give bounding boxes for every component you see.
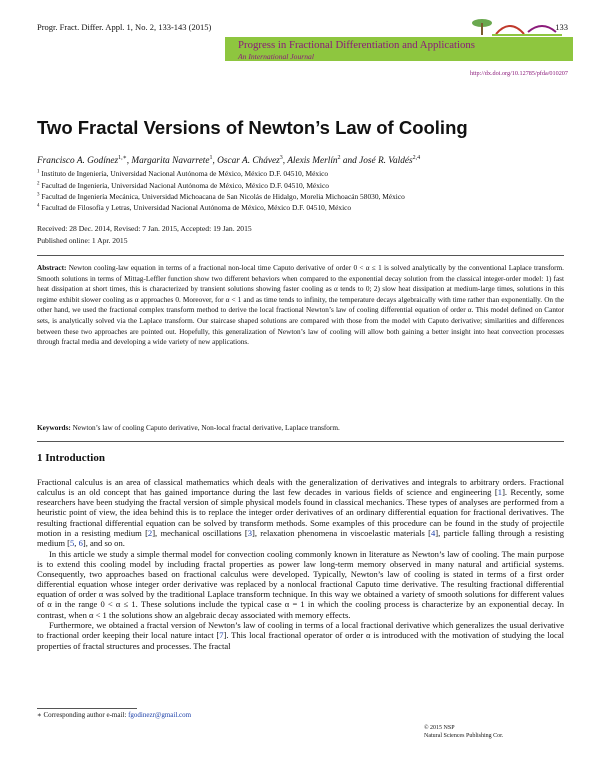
author-name: Francisco A. Godínez bbox=[37, 156, 119, 167]
author-list bbox=[37, 154, 420, 166]
affiliation-number: 1 bbox=[37, 169, 40, 175]
affiliation-text: Facultad de Filosofía y Letras, Universidad Nacional Autónoma de México, México D.F. 04510, México bbox=[41, 203, 352, 212]
author-separator: , bbox=[282, 156, 288, 167]
email-link[interactable]: fgodinezr@gmail.com bbox=[128, 711, 192, 719]
keywords-label: Keywords: bbox=[37, 424, 71, 432]
affiliation-number: 2 bbox=[37, 181, 40, 187]
text-run: ]. Recently, some researchers have been studying the fractal version of simple physical models found in classical mechanics. These types of analyses are performed from a heuristic point of view, the idea behind this is to replace the integer order derivatives of an ordinary differential equation for fractional derivatives. The resulting fractional differential equation can be solved by transform methods. Some examples of this procedure can be found in the study of projectile motion in a resisting medium [ bbox=[37, 487, 564, 538]
corresponding-author-footnote bbox=[37, 711, 191, 719]
abstract-text: Newton cooling-law equation in terms of a fractional non-local time Caputo derivative of order 0 < α ≤ 1 is solved analytically by the conventional Laplace transform. Smooth solutions in terms of Mittag-Leffler function show two different behaviors when compared to the exponential decay solution from the classical integer-order model: 1) fast heat dissipation at short times, this is characterized by transient solutions showing faster cooling as α tends to 0; 2) slow heat dissipation at medium-large times, solutions in this regime exhibit slower cooling as α approaches 0. Moreover, for α < 1 and as time tends to infinity, the temperature decays algebraically with time rather than exponentially. On the other hand, we used the fractional complex transform method to derive the local fractional Newton’s law of cooling differential equation of order α. This model defined on Cantor sets, is analytically solved via the Laplace transform. Our staircase shaped solutions are compared with those from the model with Caputo derivative; similarities and differences between these two approaches are pointed out. Hopefully, this generalization of Newton’s law of cooling will allow both gaining a better insight into heat convection processes through fractal media and developing a wide variety of new applications. bbox=[37, 264, 564, 347]
affiliation bbox=[37, 192, 405, 201]
text-run: Fractional calculus is an area of classical mathematics which deals with the generalization of derivatives and integrals to arbitrary orders. Fractional calculus is an old concept that has gained importance during the last few decades in various fields of science and engineering [ bbox=[37, 477, 564, 498]
author-conjunction: and bbox=[340, 156, 360, 167]
divider bbox=[37, 441, 564, 442]
affiliation-text: Facultad de Ingeniería Mecánica, Universidad Michoacana de San Nicolás de Hidalgo, Morelia Michoacán 58030, México bbox=[41, 192, 405, 201]
page-number: 133 bbox=[555, 22, 568, 32]
tree-icon bbox=[472, 19, 492, 35]
body-text bbox=[37, 477, 564, 651]
affiliation bbox=[37, 203, 351, 212]
affiliation bbox=[37, 169, 328, 178]
footnote-rule bbox=[37, 708, 137, 709]
author-name: Oscar A. Chávez bbox=[217, 156, 280, 167]
affiliation-number: 3 bbox=[37, 192, 40, 198]
text-run: , bbox=[74, 537, 79, 548]
author-separator: , bbox=[126, 156, 132, 167]
text-run: ], particle falling through a resisting medium [ bbox=[37, 527, 564, 548]
paragraph bbox=[37, 620, 564, 650]
author-affiliation-mark: 1,∗ bbox=[118, 155, 127, 161]
citation-link[interactable]: 2 bbox=[147, 527, 153, 538]
author-affiliation-mark: 2 bbox=[337, 155, 341, 161]
text-run: Furthermore, we obtained a fractal version of Newton’s law of cooling in terms of a local fractional derivative which generalizes the usual derivative to fractional order keeping their local nature intact [ bbox=[37, 620, 564, 641]
author-affiliation-mark: 3 bbox=[279, 155, 283, 161]
author-name: José R. Valdés bbox=[359, 156, 413, 167]
published-date: Published online: 1 Apr. 2015 bbox=[37, 236, 128, 245]
citation-link[interactable]: 6 bbox=[78, 537, 83, 548]
divider bbox=[37, 255, 564, 256]
section-heading: 1 Introduction bbox=[37, 452, 105, 464]
author-separator: , bbox=[212, 156, 218, 167]
copyright bbox=[424, 724, 503, 740]
author-name: Alexis Merlín bbox=[287, 156, 338, 167]
keywords bbox=[37, 424, 340, 432]
affiliation-text: Instituto de Ingeniería, Universidad Nacional Autónoma de México, México D.F. 04510, México bbox=[41, 169, 329, 178]
affiliation bbox=[37, 181, 329, 190]
author-affiliation-mark: 2,4 bbox=[412, 155, 421, 161]
text-run: ], mechanical oscillations [ bbox=[152, 527, 248, 538]
affiliation-number: 4 bbox=[37, 203, 40, 209]
received-dates: Received: 28 Dec. 2014, Revised: 7 Jan. 2015, Accepted: 19 Jan. 2015 bbox=[37, 224, 252, 233]
journal-name: Progress in Fractional Differentiation and Applications bbox=[238, 39, 475, 51]
paragraph: In this article we study a simple thermal model for convection cooling commonly known in literature as Newton’s law of cooling. The main purpose is to extend this cooling model by including fractal properties as power law long-term memory observed in many natural and artificial systems. Consequently, two approaches based on fractional calculus were developed. Typically, Newton’s law of cooling is stated in terms of a first order differential equation whose integer order derivative was replaced by a nonlocal fractional Caputo time derivative. The resulting fractional differential equation of order α was solved by the traditional Laplace transform technique. In this way we obtained a variety of smooth solutions for different values of α in the range 0 < α ≤ 1. These solutions include the typical case α = 1 in which the cooling process is characterize by an exponential decay. In contrast, when α < 1 the solutions show an algebraic decay associated with memory effects. bbox=[37, 548, 564, 620]
text-run: ], and so on. bbox=[82, 537, 125, 548]
paragraph bbox=[37, 477, 564, 548]
journal-subtitle: An International Journal bbox=[238, 52, 314, 61]
citation-link[interactable]: 5 bbox=[70, 537, 75, 548]
abstract-label: Abstract: bbox=[37, 264, 67, 272]
author-affiliation-mark: 1 bbox=[209, 155, 213, 161]
text-run: ], relaxation phenomena in viscoelastic materials [ bbox=[252, 527, 431, 538]
author-name: Margarita Navarrete bbox=[131, 156, 210, 167]
publisher-name: Natural Sciences Publishing Cor. bbox=[424, 733, 504, 739]
copyright-line: © 2015 NSP bbox=[424, 725, 455, 731]
keywords-text: Newton’s law of cooling Caputo derivative, Non-local fractal derivative, Laplace transform. bbox=[72, 424, 340, 432]
affiliation-text: Facultad de Ingeniería, Universidad Nacional Autónoma de México, México D.F. 04510, México bbox=[41, 181, 329, 190]
citation-link[interactable]: 4 bbox=[431, 527, 436, 538]
footnote-label: ∗ Corresponding author e-mail: bbox=[37, 711, 127, 719]
text-run: ]. This local fractional operator of order α is introduced with the motivation of studying the local properties of fractal structures and processes. The fractal bbox=[37, 630, 565, 651]
doi-link[interactable]: http://dx.doi.org/10.12785/pfda/010207 bbox=[469, 70, 568, 77]
abstract bbox=[37, 263, 564, 348]
journal-reference: Progr. Fract. Differ. Appl. 1, No. 2, 133-143 (2015) bbox=[37, 22, 212, 32]
citation-link[interactable]: 3 bbox=[247, 527, 253, 538]
citation-link[interactable]: 7 bbox=[219, 630, 224, 641]
citation-link[interactable]: 1 bbox=[497, 487, 503, 498]
article-title: Two Fractal Versions of Newton’s Law of Cooling bbox=[37, 117, 468, 138]
